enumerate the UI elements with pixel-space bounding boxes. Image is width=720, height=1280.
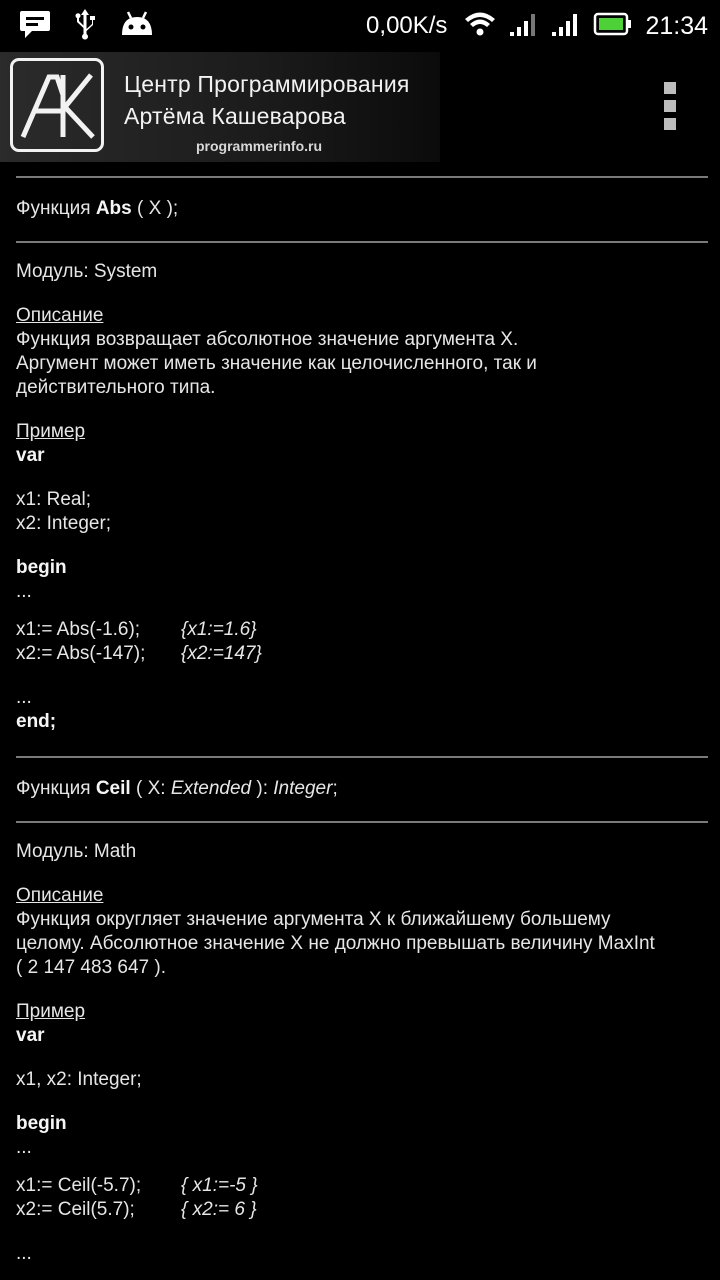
description-line: действительного типа. [16, 377, 216, 398]
wifi-icon [463, 10, 497, 42]
code-ellipsis: ... [16, 1137, 32, 1158]
clock: 21:34 [645, 11, 708, 40]
code-declaration: x1, x2: Integer; [16, 1069, 142, 1090]
module-label: Модуль: Math [16, 841, 137, 862]
description-line: ( 2 147 483 647 ). [16, 957, 166, 978]
code-ellipsis: ... [16, 687, 32, 708]
android-debug-icon[interactable] [118, 9, 156, 43]
code-keyword-end: end; [16, 711, 57, 732]
example-heading: Пример [16, 421, 86, 442]
description-line: Функция округляет значение аргумента X к ближайшему большему [16, 909, 611, 930]
app-bar [0, 52, 720, 162]
function-signature-ceil: Функция Ceil ( X: Extended ): Integer; [16, 778, 338, 799]
code-keyword-var: var [16, 1025, 45, 1046]
menu-dot [664, 100, 676, 112]
menu-dot [664, 82, 676, 94]
code-ellipsis: ... [16, 1243, 32, 1264]
code-comment: { x1:=-5 } [181, 1175, 258, 1196]
app-url: programmerinfo.ru [196, 138, 323, 154]
code-keyword-begin: begin [16, 557, 67, 578]
code-line: x2:= Ceil(5.7); { x2:= 6 } [16, 1199, 257, 1220]
status-bar [0, 0, 720, 52]
app-logo-banner[interactable] [0, 52, 440, 162]
app-title-line-2: Артёма Кашеварова [124, 103, 346, 129]
code-line: x1:= Abs(-1.6); {x1:=1.6} [16, 619, 257, 640]
function-signature-abs: Функция Abs ( X ); [16, 198, 179, 219]
code-line: x2:= Abs(-147); {x2:=147} [16, 643, 262, 664]
code-comment: {x1:=1.6} [181, 619, 257, 640]
ak-logo [10, 58, 104, 152]
function-name: Abs [95, 198, 132, 219]
function-body-abs [16, 243, 708, 756]
app-title [124, 68, 410, 132]
code-comment: { x2:= 6 } [181, 1199, 257, 1220]
code-declaration: x2: Integer; [16, 513, 112, 534]
code-comment: {x2:=147} [181, 643, 262, 664]
description-heading: Описание [16, 305, 104, 326]
battery-icon [593, 12, 633, 40]
description-heading: Описание [16, 885, 104, 906]
example-heading: Пример [16, 1001, 86, 1022]
function-body-ceil [16, 823, 708, 1266]
usb-icon[interactable] [72, 7, 98, 45]
code-keyword-var: var [16, 445, 45, 466]
app-title-line-1: Центр Программирования [124, 71, 410, 97]
signal-strength-icon-2 [551, 10, 581, 42]
overflow-menu-button[interactable] [656, 82, 684, 130]
ak-logo-mark [13, 61, 101, 149]
function-name: Ceil [95, 778, 131, 799]
signal-strength-icon-1 [509, 10, 539, 42]
module-label: Модуль: System [16, 261, 158, 282]
network-speed: 0,00K/s [366, 12, 448, 39]
description-line: Функция возвращает абсолютное значение аргумента X. [16, 329, 519, 350]
message-notification-icon[interactable] [18, 7, 52, 45]
code-line: x1:= Ceil(-5.7); { x1:=-5 } [16, 1175, 258, 1196]
menu-dot [664, 118, 676, 130]
article-content[interactable] [16, 176, 708, 1266]
code-ellipsis: ... [16, 581, 32, 602]
description-line: Аргумент может иметь значение как целочисленного, так и [16, 353, 537, 374]
description-line: целому. Абсолютное значение X не должно превышать величину MaxInt [16, 933, 655, 954]
code-declaration: x1: Real; [16, 489, 91, 510]
code-keyword-begin: begin [16, 1113, 67, 1134]
